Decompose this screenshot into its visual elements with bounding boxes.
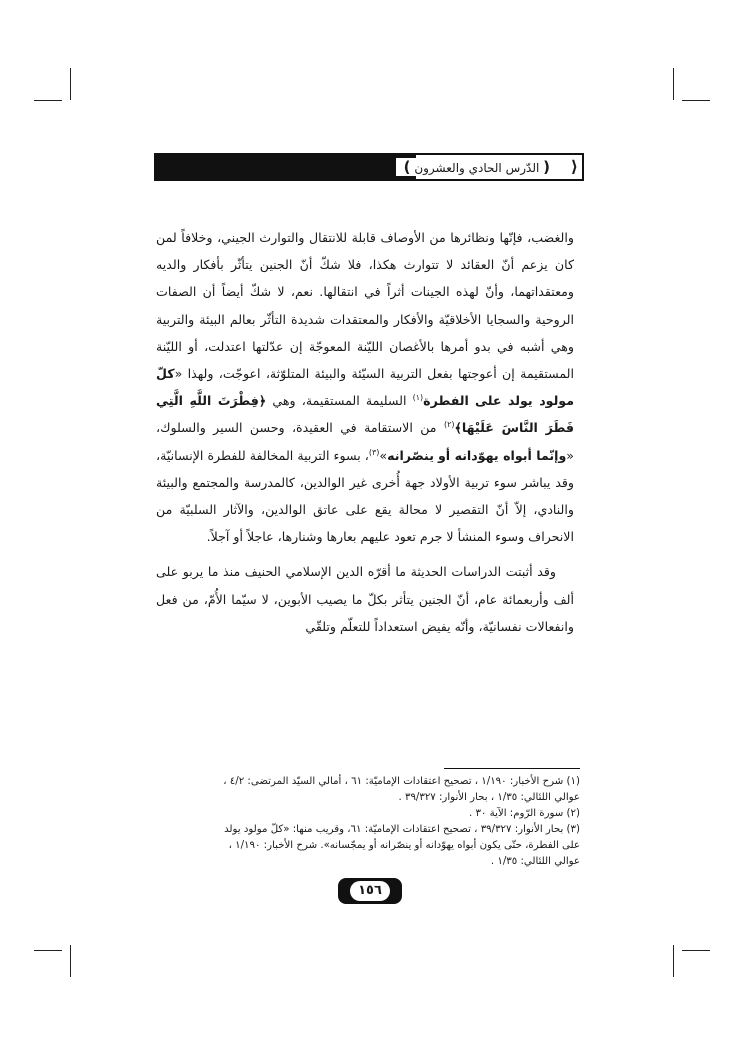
bracket-icon: ( bbox=[543, 158, 550, 176]
header-bar bbox=[156, 155, 416, 179]
crop-mark bbox=[673, 68, 674, 100]
text-segment: ، بسوء التربية المخالفة للفطرة الإنسانيّة، وقد يباشر سوء bbox=[156, 447, 574, 490]
text-line: سيّما الأُمّ، من فعل وانفعالات نفسانيّة، وأنّه يفيض استعداداً للتعلّم وتلقّي bbox=[156, 591, 574, 634]
crop-mark bbox=[34, 100, 62, 101]
footnote-ref: (١) bbox=[412, 393, 424, 403]
page-number-text: ١٥٦ bbox=[350, 881, 390, 901]
running-header bbox=[154, 153, 584, 181]
footnote-3: (٣) بحار الأنوار: ٣٩/٣٢٧ ، تصحيح اعتقادات الإماميّة: ٦١، وقريب منها: «كلّ مولود يولد bbox=[224, 824, 580, 835]
text-line: والغضب، فإنّها ونظائرها من الأوصاف قابلة للانتقال والتوارث الجيني، bbox=[217, 230, 574, 245]
hadith-quote: وإنّما أبواه يهوّدانه أو bbox=[437, 447, 567, 463]
body-text bbox=[156, 224, 574, 640]
footnote-1: (١) شرح الأخبار: ١/١٩٠ ، تصحيح اعتقادات الإماميّة: ٦١ ، أمالي السيّد المرتضى: ٤/٢ ، bbox=[223, 776, 580, 787]
header-ornament-icon: ⟩ bbox=[570, 157, 578, 176]
text-line: تربية الأولاد جهة أُخرى غير الوالدين، كالمدرسة والمجتمع والبيئة والنادي، bbox=[156, 474, 574, 518]
paragraph-2 bbox=[156, 558, 574, 640]
crop-mark bbox=[673, 945, 674, 977]
text-line: وقد أثبتت الدراسات الحديثة ما أقرّه الدين الإسلامي الحنيف منذ ما bbox=[207, 564, 556, 580]
text-line: بأفكار والديه ومعتقداتهما، وأنّ لهذه الجينات أثراً في انتقالها. نعم، لا bbox=[156, 257, 574, 300]
crop-mark bbox=[70, 68, 71, 100]
crop-mark bbox=[34, 950, 62, 951]
text-line: التربية السيّئة والبيئة المتلوّثة، اعوجّت، ولهذا « bbox=[174, 366, 422, 382]
crop-mark bbox=[682, 950, 710, 951]
text-line: شكّ أيضاً أن الصفات الروحية والسجايا الأخلاقيّة والأفكار والمعتقدات bbox=[156, 284, 574, 327]
quran-verse: ﴿فِطْرَتَ اللَّهِ الَّتِي فَطَرَ النَّاسَ عَلَيْهَا﴾ bbox=[156, 393, 574, 436]
text-line: وخلافاً لمن كان يزعم أنّ العقائد لا تتوارث هكذا، فلا شكّ أنّ الجنين يتأثّر bbox=[156, 230, 574, 273]
footnote-rule bbox=[444, 768, 580, 769]
footnote-1-cont: عوالي اللئالي: ١/٣٥ ، بحار الأنوار: ٣٩/٣٢٧ . bbox=[398, 792, 580, 803]
hadith-quote: الفطرة bbox=[423, 393, 469, 409]
paragraph-1: والغضب، فإنّها ونظائرها من الأوصاف قابلة للانتقال والتوارث الجيني، وخلافاً لمن كان يزعم أنّ العقائد لا تتوارث هكذا، فلا شكّ أنّ الجنين يتأثّر بأفكار والديه ومعتقداتهما، وأنّ لهذه الجينات أثراً في انتقالها. نعم، لا شكّ أيضاً أن الصفات الروحية والسجايا الأخلاقيّة والأفكار والمعتقدات شديدة التأثّر بعالم البيئة والتربية وهي أشبه في بدو أمرها بالأغصان الليّنة المعوجّة إن عدّلتها اعتدلت، أو الليّنة المستقيمة إن أعوجتها بفعل التربية السيّئة والبيئة المتلوّثة، اعوجّت، ولهذا «كلّ مولود يولد على الفطرة$^{(١)}$ السليمة المستقيمة، وهي ﴿فِطْرَتَ اللَّهِ الَّتِي فَطَرَ النَّاسَ عَلَيْهَا﴾$^{(٢)}$ من الاستقامة في العقيدة، وحسن السير والسلوك، «وإنّما أبواه يهوّدانه أو ينصّرانه»$^{(٣)}$، بسوء التربية المخالفة للفطرة الإنسانيّة، وقد يباشر سوء تربية الأولاد جهة أُخرى غير الوالدين، كالمدرسة والمجتمع والبيئة والنادي، إلاّ أنّ التقصير لا محالة يقع على عاتق الوالدين، والآثار السلبيّة من الانحراف وسوء المنشأ لا جرم تعود عليهم بعارها وشنارها، عاجلاً أو آجلاً. bbox=[156, 230, 574, 545]
footnote-2: (٢) سورة الرّوم: الآية ٣٠ . bbox=[468, 808, 580, 819]
hadith-quote: كلّ مولود يولد على bbox=[156, 366, 574, 409]
crop-mark bbox=[682, 100, 710, 101]
footnote-3-cont: عوالي اللئالي: ١/٣٥ . bbox=[490, 856, 580, 867]
bracket-icon: ) bbox=[403, 158, 411, 176]
text-line: إلاّ أنّ التقصير لا محالة يقع على عاتق الوالدين، والآثار السلبيّة من bbox=[156, 502, 527, 518]
text-line: الانحراف وسوء المنشأ لا جرم تعود عليهم بعارها وشنارها، عاجلاً أو bbox=[233, 529, 574, 545]
header-title bbox=[396, 158, 558, 176]
text-line: شديدة التأثّر بعالم البيئة والتربية وهي أشبه في بدو أمرها بالأغصان bbox=[156, 311, 574, 354]
text-line: آجلاً. bbox=[206, 529, 230, 545]
text-segment: من الاستقامة في العقيدة، وحسن السير والسلوك، « bbox=[156, 420, 574, 463]
crop-mark bbox=[70, 945, 71, 977]
footnote-ref: (٣) bbox=[368, 447, 380, 457]
footnote-ref: (٢) bbox=[443, 420, 455, 430]
footnote-3-cont: على الفطرة، حتّى يكون أبواه يهوّدانه أو ينصّرانه أو يمجّسانه». شرح الأخبار: ١/١٩٠ ، bbox=[228, 840, 580, 851]
header-title-text: الدّرس الحادي والعشرون bbox=[414, 161, 540, 175]
hadith-quote: ينصّرانه bbox=[387, 447, 434, 463]
text-segment: السليمة المستقيمة، وهي bbox=[266, 393, 413, 409]
text-line: الليّنة المعوجّة إن عدّلتها اعتدلت، أو الليّنة المستقيمة إن أعوجتها بفعل bbox=[156, 338, 574, 382]
page-number bbox=[338, 878, 402, 904]
text-line: يربو على ألف وأربعمائة عام، أنّ الجنين يتأثر بكلّ ما يصيب الأبوين، لا bbox=[156, 564, 574, 607]
